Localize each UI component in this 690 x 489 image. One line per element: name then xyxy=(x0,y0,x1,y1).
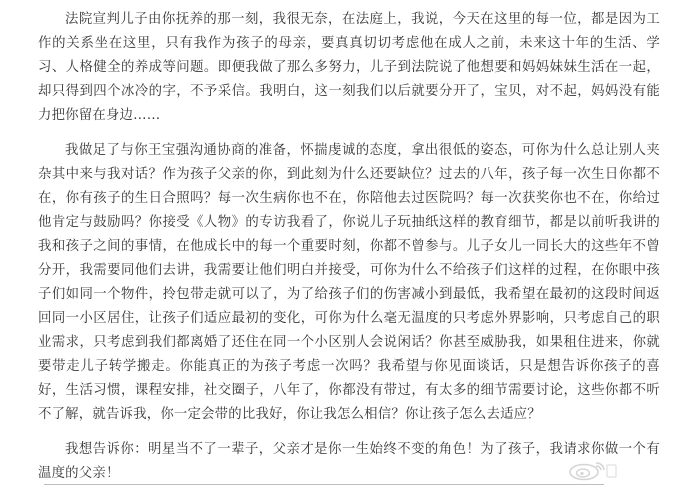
bottom-divider xyxy=(44,484,604,485)
paragraph-1: 法院宣判儿子由你抚养的那一刻，我很无奈，在法庭上，我说，今天在这里的每一位，都是因为工作的关系坐在这里，只有我作为孩子的母亲，要真真切切考虑他在成人之前，未来这十年的生活、学习、人格健全的养成等问题。即便我做了那么多努力，儿子到法院说了他想要和妈妈妹妹生活在一起，却只得到四个冰冷的字，不予采信。我明白，这一刻我们以后就要分开了，宝贝，对不起，妈妈没有能力把你留在身边…… xyxy=(38,12,660,123)
paragraph-2: 我做足了与你王宝强沟通协商的准备，怀揣虔诚的态度，拿出很低的姿态，可你为什么总让别人夹杂其中来与我对话？作为孩子父亲的你，到此刻为什么还要缺位？过去的八年，孩子每一次生日你都不在，你有孩子的生日合照吗？每一次生病你也不在，你陪他去过医院吗？每一次获奖你也不在，你给过他肯定与鼓励吗？你接受《人物》的专访我看了，你说儿子玩抽纸这样的教育细节，都是以前听我讲的我和孩子之间的事情，在他成长中的每一个重要时刻，你都不曾参与。儿子女儿一同长大的这些年不曾分开，我需要同他们去讲，我需要让他们明白并接受，可你为什么不给孩子们这样的过程，在你眼中孩子们如同一个物件，拎包带走就可以了，为了给孩子们的伤害减小到最低，我希望在最初的这段时间返回同一小区居住，让孩子们适应最初的变化，可你为什么毫无温度的只考虑外界影响，只考虑自己的职业需求，只考虑到我们都离婚了还住在同一个小区别人会说闲话？你甚至威胁我，如果租住进来，你就要带走儿子转学搬走。你能真正的为孩子考虑一次吗？我希望与你见面谈话，只是想告诉你孩子的喜好，生活习惯，课程安排，社交圈子，八年了，你都没有带过，有太多的细节需要讨论，这些你都不听不了解，就告诉我，你一定会带的比我好，你让我怎么相信？你让孩子怎么去适应？ xyxy=(38,143,660,422)
article-body xyxy=(38,8,660,486)
paragraph-3: 我想告诉你：明星当不了一辈子，父亲才是你一生始终不变的角色！为了孩子，我请求你做一个有温度的父亲！ xyxy=(38,442,660,481)
weibo-watermark-icon xyxy=(566,459,618,481)
